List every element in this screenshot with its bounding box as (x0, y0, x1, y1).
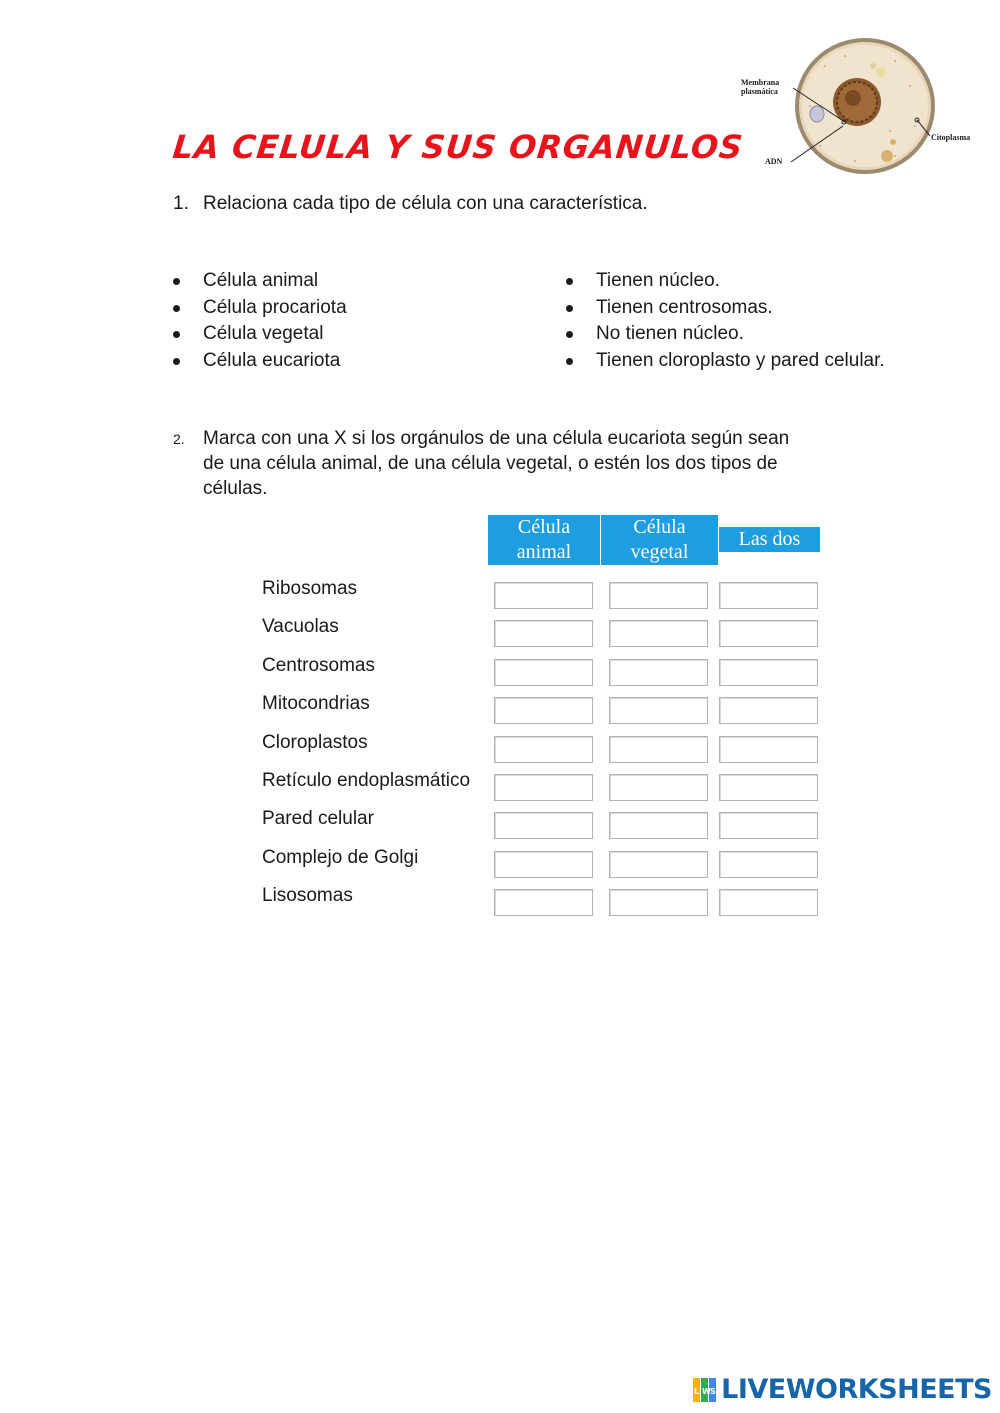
list-item: Tienen núcleo. (566, 268, 885, 295)
header-las-dos (719, 527, 820, 552)
question-2-number: 2. (173, 431, 185, 447)
organelle-label: Lisosomas (262, 885, 353, 907)
svg-text:W: W (702, 1386, 711, 1396)
header-line: Célula (517, 516, 571, 538)
answer-box[interactable] (719, 812, 818, 839)
svg-text:S: S (710, 1386, 716, 1396)
answer-box[interactable] (494, 812, 593, 839)
organelle-label: Centrosomas (262, 654, 375, 676)
list-item: Célula animal (173, 268, 347, 295)
answer-box[interactable] (494, 697, 593, 724)
cell-label-cytoplasm: Citoplasma (931, 133, 971, 142)
answer-box[interactable] (494, 620, 593, 647)
question-2-line: de una célula animal, de una célula vegetal, o estén los dos tipos de (203, 453, 778, 474)
answer-box[interactable] (719, 659, 818, 686)
answer-box[interactable] (609, 582, 708, 609)
list-item: Tienen centrosomas. (566, 295, 885, 322)
question-1-text: Relaciona cada tipo de célula con una característica. (203, 193, 648, 214)
organelle-label: Pared celular (262, 808, 374, 830)
answer-box[interactable] (494, 659, 593, 686)
organelle-label: Cloroplastos (262, 731, 368, 753)
answer-box[interactable] (609, 851, 708, 878)
list-item: No tienen núcleo. (566, 321, 885, 348)
answer-box[interactable] (719, 582, 818, 609)
answer-box[interactable] (719, 774, 818, 801)
svg-text:L: L (694, 1386, 700, 1396)
answer-box[interactable] (609, 774, 708, 801)
question-1 (173, 191, 648, 216)
answer-box[interactable] (494, 582, 593, 609)
organelle-label: Complejo de Golgi (262, 846, 419, 868)
answer-box[interactable] (494, 889, 593, 916)
header-line: Célula (633, 516, 686, 538)
characteristic-list (566, 268, 885, 374)
question-2-text (203, 426, 789, 501)
answer-box[interactable] (609, 889, 708, 916)
answer-box[interactable] (719, 697, 818, 724)
question-2-line: Marca con una X si los orgánulos de una célula eucariota según sean (203, 428, 790, 449)
answer-box[interactable] (494, 774, 593, 801)
page-title: LA CELULA Y SUS ORGANULOS (171, 128, 746, 166)
organelle-label: Mitocondrias (262, 693, 370, 715)
header-line: vegetal (630, 541, 689, 563)
organelle-label: Retículo endoplasmático (262, 770, 471, 791)
liveworksheets-logo[interactable] (693, 1374, 992, 1405)
answer-box[interactable] (719, 889, 818, 916)
answer-box[interactable] (719, 851, 818, 878)
header-celula-vegetal (601, 515, 718, 565)
organelle-label: Vacuolas (262, 616, 339, 638)
answer-box[interactable] (609, 620, 708, 647)
cell-diagram (735, 36, 985, 181)
answer-box[interactable] (494, 736, 593, 763)
answer-box[interactable] (494, 851, 593, 878)
answer-box[interactable] (719, 620, 818, 647)
liveworksheets-logo-icon (693, 1378, 717, 1402)
list-item: Tienen cloroplasto y pared celular. (566, 348, 885, 375)
answer-box[interactable] (609, 736, 708, 763)
answer-box[interactable] (609, 697, 708, 724)
header-line: Las dos (738, 528, 801, 550)
list-item: Célula eucariota (173, 348, 347, 375)
cell-type-list (173, 268, 347, 374)
list-item: Célula vegetal (173, 321, 347, 348)
cell-label-dna: ADN (765, 157, 783, 166)
logo-text: LIVEWORKSHEETS (721, 1374, 992, 1405)
header-celula-animal (488, 515, 600, 565)
answer-box[interactable] (609, 812, 708, 839)
organelle-label: Ribosomas (262, 578, 358, 599)
question-2-line: células. (203, 478, 268, 499)
answer-box[interactable] (719, 736, 818, 763)
question-1-number: 1. (173, 193, 189, 214)
cell-label-membrane: Membrana plasmática (741, 78, 780, 96)
list-item: Célula procariota (173, 295, 347, 322)
answer-box[interactable] (609, 659, 708, 686)
header-line: animal (516, 541, 572, 563)
